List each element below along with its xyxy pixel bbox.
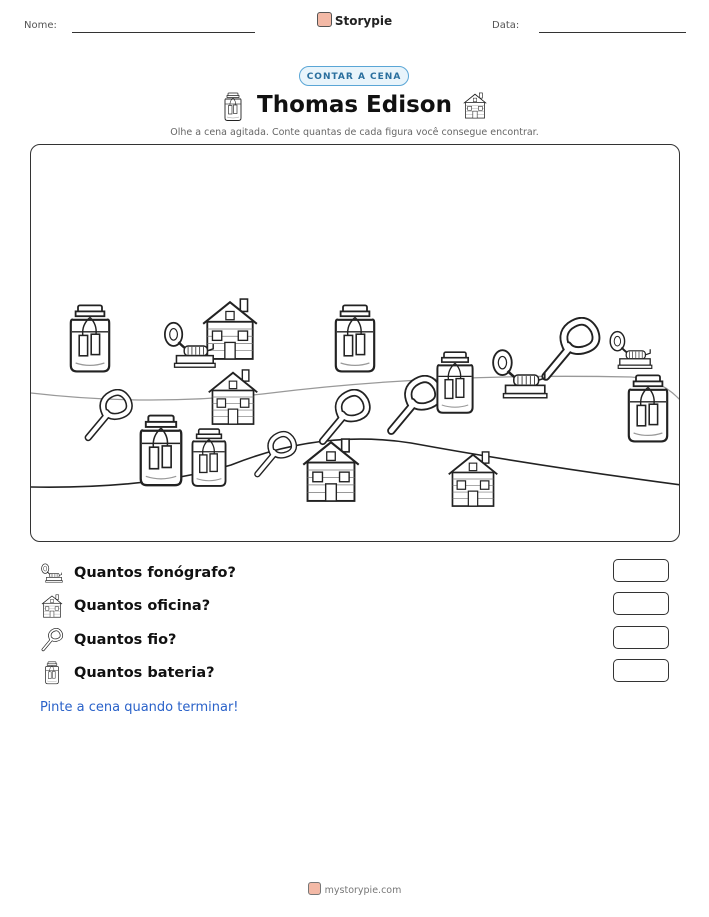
- battery-2: [336, 305, 374, 371]
- date-line[interactable]: [539, 32, 686, 33]
- phonograph-icon: [40, 561, 64, 585]
- answer-box-workshop[interactable]: [613, 592, 669, 615]
- wire-3: [323, 393, 367, 441]
- phonograph-3: [610, 332, 652, 369]
- brand: [0, 12, 709, 28]
- question-workshop: [40, 593, 210, 619]
- battery-3: [437, 352, 472, 413]
- wire-4: [391, 379, 438, 431]
- phonograph-2: [493, 350, 547, 398]
- scene-drawing: [31, 145, 680, 542]
- question-text: Quantos fio?: [74, 632, 177, 648]
- answer-box-phonograph[interactable]: [613, 559, 669, 582]
- question-text: Quantos bateria?: [74, 665, 215, 681]
- instructions: Olhe a cena agitada. Conte quantas de cada figura você consegue encontrar.: [170, 127, 539, 138]
- date-label: Data:: [492, 20, 520, 31]
- battery-1: [71, 305, 109, 371]
- battery-icon: [40, 661, 64, 685]
- site-footer: [0, 882, 709, 896]
- scene-panel: [30, 144, 680, 542]
- wire-1: [88, 392, 129, 437]
- workshop-2: [209, 370, 258, 424]
- footer-note: Pinte a cena quando terminar!: [40, 700, 239, 715]
- question-wire: [40, 627, 176, 653]
- section-badge: CONTAR A CENA: [299, 66, 409, 86]
- storypie-logo-icon: [308, 882, 321, 895]
- battery-4: [141, 416, 182, 486]
- brand-name: Storypie: [334, 14, 393, 28]
- page-title: Thomas Edison: [257, 92, 452, 118]
- question-text: Quantos fonógrafo?: [74, 565, 236, 581]
- wire-5: [546, 321, 596, 376]
- name-label: Nome:: [24, 20, 57, 31]
- question-phonograph: [40, 560, 236, 586]
- battery-5: [192, 429, 225, 486]
- question-text: Quantos oficina?: [74, 598, 211, 614]
- workshop-icon: [40, 594, 64, 618]
- site-url: mystorypie.com: [324, 885, 402, 896]
- storypie-logo-icon: [317, 12, 332, 27]
- question-battery: [40, 660, 215, 686]
- name-line[interactable]: [72, 32, 255, 33]
- wire-icon: [40, 628, 64, 652]
- answer-box-battery[interactable]: [613, 659, 669, 682]
- workshop-4: [449, 452, 498, 506]
- workshop-icon: [462, 92, 488, 119]
- answer-box-wire[interactable]: [613, 626, 669, 649]
- workshop-3: [303, 439, 358, 501]
- battery-6: [629, 375, 667, 441]
